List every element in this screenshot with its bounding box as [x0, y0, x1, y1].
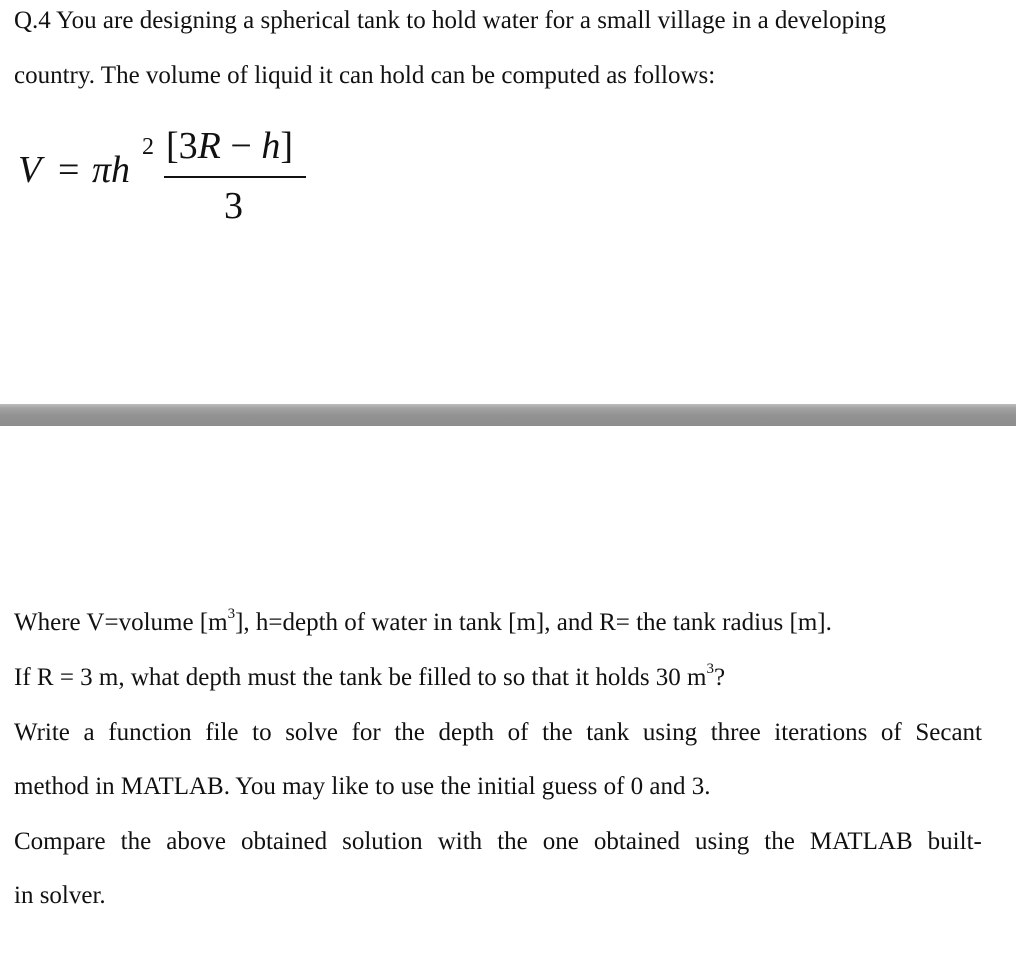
numerator-close: ] [280, 125, 293, 167]
task-word: of [880, 719, 902, 746]
given-part-1: If R = 3 m, what depth must the tank be filled to so that it holds 30 m [14, 664, 707, 691]
given-line [14, 660, 726, 693]
definitions-part-2: ], h=depth of water in tank [m], and R= the tank radius [m]. [235, 609, 832, 636]
fraction-bar [164, 176, 306, 178]
compare-word: Compare [14, 828, 106, 855]
task-word: depth [438, 719, 495, 746]
compare-word: above [166, 828, 226, 855]
compare-line-2: in solver. [14, 882, 106, 909]
definitions-superscript: 3 [227, 605, 236, 622]
task-word: the [542, 719, 573, 746]
task-line-2: method in MATLAB. You may like to use the initial guess of 0 and 3. [14, 773, 711, 800]
formula-term: πh [92, 149, 131, 191]
section-divider [0, 404, 1016, 426]
formula-numerator [166, 124, 293, 168]
volume-formula [14, 120, 314, 230]
task-word: three [710, 719, 761, 746]
compare-word: the [120, 828, 152, 855]
formula-equals: = [58, 149, 80, 191]
compare-word: built- [927, 828, 982, 855]
compare-word: solution [342, 828, 423, 855]
numerator-var-h: h [261, 125, 281, 167]
numerator-open: [3 [166, 125, 198, 167]
given-superscript: 3 [706, 660, 714, 677]
task-word: a [83, 719, 95, 746]
task-word: function [108, 719, 192, 746]
task-word: using [642, 719, 698, 746]
task-word: of [507, 719, 529, 746]
numerator-var-r: R [197, 125, 221, 167]
compare-word: obtained [593, 828, 681, 855]
question-line-2: country. The volume of liquid it can hold can be computed as follows: [14, 62, 716, 89]
compare-word: with [437, 828, 483, 855]
task-word: the [394, 719, 425, 746]
task-word: for [351, 719, 381, 746]
compare-word: the [764, 828, 795, 855]
task-word: solve [285, 719, 338, 746]
numerator-minus: − [220, 125, 262, 167]
compare-word: one [542, 828, 579, 855]
compare-word: MATLAB [809, 828, 913, 855]
task-line-1 [14, 718, 982, 748]
compare-line-1 [14, 827, 982, 857]
definitions-line [14, 605, 832, 638]
task-word: file [205, 719, 239, 746]
formula-lhs: V [18, 149, 42, 191]
task-word: iterations [774, 719, 868, 746]
task-word: tank [586, 719, 630, 746]
compare-word: obtained [240, 828, 328, 855]
definitions-part-1: Where V=volume [m [14, 609, 228, 636]
task-word: Secant [915, 719, 982, 746]
question-line-1: Q.4 You are designing a spherical tank to hold water for a small village in a developing [14, 7, 887, 34]
task-word: to [252, 719, 272, 746]
given-part-2: ? [714, 664, 726, 691]
compare-word: the [497, 828, 528, 855]
formula-exponent: 2 [142, 134, 154, 160]
compare-word: using [695, 828, 750, 855]
task-word: Write [14, 719, 70, 746]
formula-denominator: 3 [224, 185, 243, 227]
